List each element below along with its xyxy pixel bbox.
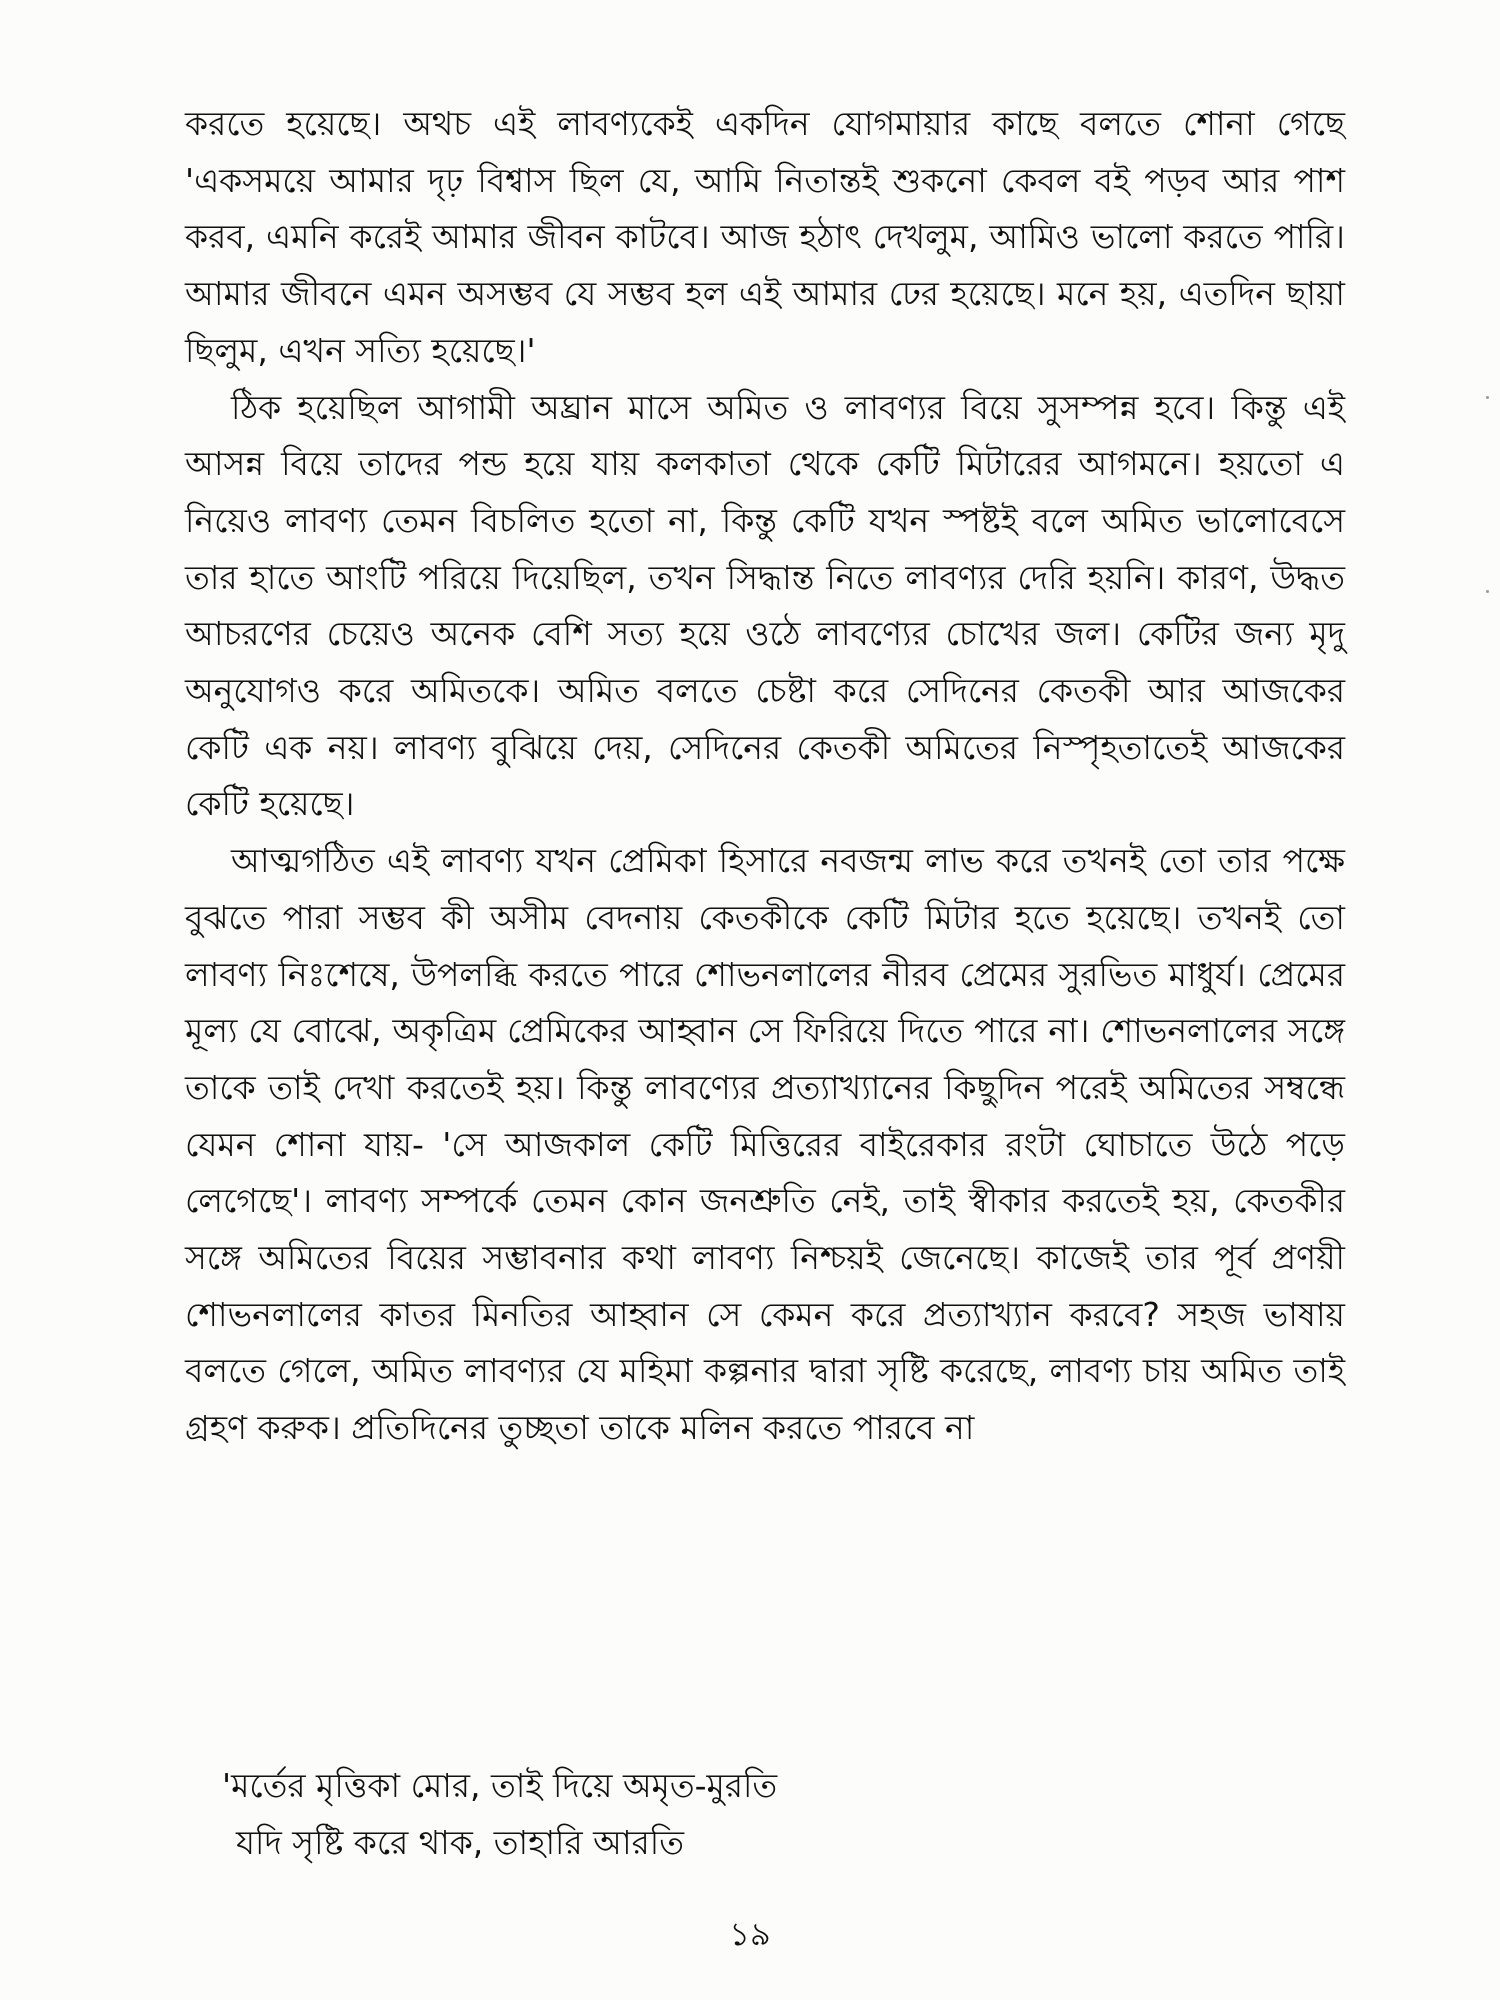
verse-line-1: 'মর্তের মৃত্তিকা মোর, তাই দিয়ে অমৃত-মুরতি: [222, 1766, 778, 1805]
scan-edge-specks: [1480, 0, 1500, 2000]
paragraph-self-made-labanya: আত্মগঠিত এই লাবণ্য যখন প্রেমিকা হিসারে নবজন্ম লাভ করে তখনই তো তার পক্ষে বুঝতে পারা সম্ভব কী অসীম বেদনায় কেতকীকে কেটি মিটার হতে হয়েছে। তখনই তো লাবণ্য নিঃশেষে, উপলব্ধি করতে পারে শোভনলালের নীরব প্রেমের সুরভিত মাধুর্য। প্রেমের মূল্য যে বোঝে, অকৃত্রিম প্রেমিকের আহ্বান সে ফিরিয়ে দিতে পারে না। শোভনলালের সঙ্গে তাকে তাই দেখা করতেই হয়। কিন্তু লাবণ্যের প্রত্যাখ্যানের কিছুদিন পরেই অমিতের সম্বন্ধে যেমন শোনা যায়- 'সে আজকাল কেটি মিত্তিরের বাইরেকার রংটা ঘোচাতে উঠে পড়ে লেগেছে'। লাবণ্য সম্পর্কে তেমন কোন জনশ্রুতি নেই, তাই স্বীকার করতেই হয়, কেতকীর সঙ্গে অমিতের বিয়ের সম্ভাবনার কথা লাবণ্য নিশ্চয়ই জেনেছে। কাজেই তার পূর্ব প্রণয়ী শোভনলালের কাতর মিনতির আহ্বান সে কেমন করে প্রত্যাখ্যান করবে? সহজ ভাষায় বলতে গেলে, অমিত লাবণ্যর যে মহিমা কল্পনার দ্বারা সৃষ্টি করেছে, লাবণ্য চায় অমিত তাই গ্রহণ করুক। প্রতিদিনের তুচ্ছতা তাকে মলিন করতে পারবে না: [185, 841, 1345, 1448]
body-text: [185, 96, 1345, 1457]
verse-quote: [222, 1757, 1222, 1871]
paragraph-wedding: ঠিক হয়েছিল আগামী অঘ্রান মাসে অমিত ও লাবণ্যর বিয়ে সুসম্পন্ন হবে। কিন্তু এই আসন্ন বিয়ে তাদের পন্ড হয়ে যায় কলকাতা থেকে কেটি মিটারের আগমনে। হয়তো এ নিয়েও লাবণ্য তেমন বিচলিত হতো না, কিন্তু কেটি যখন স্পষ্টই বলে অমিত ভালোবেসে তার হাতে আংটি পরিয়ে দিয়েছিল, তখন সিদ্ধান্ত নিতে লাবণ্যর দেরি হয়নি। কারণ, উদ্ধত আচরণের চেয়েও অনেক বেশি সত্য হয়ে ওঠে লাবণ্যের চোখের জল। কেটির জন্য মৃদু অনুযোগও করে অমিতকে। অমিত বলতে চেষ্টা করে সেদিনের কেতকী আর আজকের কেটি এক নয়। লাবণ্য বুঝিয়ে দেয়, সেদিনের কেতকী অমিতের নিস্পৃহতাতেই আজকের কেটি হয়েছে।: [185, 387, 1345, 824]
paragraph-continued: করতে হয়েছে। অথচ এই লাবণ্যকেই একদিন যোগমায়ার কাছে বলতে শোনা গেছে 'একসময়ে আমার দৃঢ় বিশ্বাস ছিল যে, আমি নিতান্তই শুকনো কেবল বই পড়ব আর পাশ করব, এমনি করেই আমার জীবন কাটবে। আজ হঠাৎ দেখলুম, আমিও ভালো করতে পারি। আমার জীবনে এমন অসম্ভব যে সম্ভব হল এই আমার ঢের হয়েছে। মনে হয়, এতদিন ছায়া ছিলুম, এখন সত্যি হয়েছে।': [185, 104, 1345, 370]
verse-line-2: যদি সৃষ্টি করে থাক, তাহারি আরতি: [236, 1823, 684, 1862]
page-number: ১৯: [729, 1915, 771, 1953]
